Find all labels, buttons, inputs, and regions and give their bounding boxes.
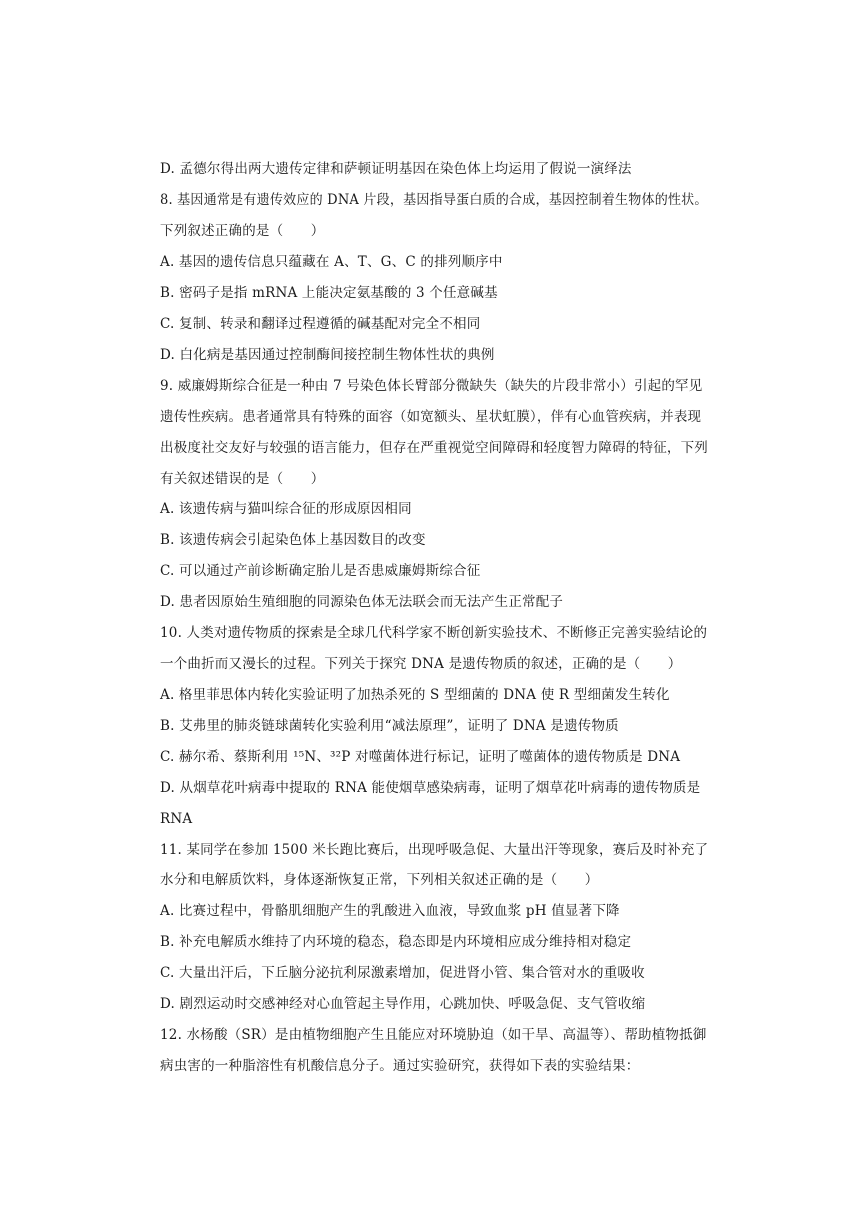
text-line: C. 复制、转录和翻译过程遵循的碱基配对完全不相同 bbox=[160, 316, 481, 332]
text-line: D. 剧烈运动时交感神经对心血管起主导作用，心跳加快、呼吸急促、支气管收缩 bbox=[160, 996, 646, 1012]
text-line: 一个曲折而又漫长的过程。下列关于探究 DNA 是遗传物质的叙述，正确的是（ ） bbox=[160, 656, 682, 672]
text-line: A. 该遗传病与猫叫综合征的形成原因相同 bbox=[160, 501, 412, 517]
text-line: B. 该遗传病会引起染色体上基因数目的改变 bbox=[160, 532, 426, 548]
text-line: 10. 人类对遗传物质的探索是全球几代科学家不断创新实验技术、不断修正完善实验结论的 bbox=[160, 625, 708, 641]
text-line: D. 从烟草花叶病毒中提取的 RNA 能使烟草感染病毒，证明了烟草花叶病毒的遗传物质是 bbox=[160, 780, 701, 796]
text-line: A. 基因的遗传信息只蕴藏在 A、T、G、C 的排列顺序中 bbox=[160, 254, 503, 270]
text-line: 8. 基因通常是有遗传效应的 DNA 片段，基因指导蛋白质的合成，基因控制着生物体的性状。 bbox=[160, 192, 708, 208]
text-line: C. 可以通过产前诊断确定胎儿是否患威廉姆斯综合征 bbox=[160, 563, 481, 579]
text-line: B. 补充电解质水维持了内环境的稳态，稳态即是内环境相应成分维持相对稳定 bbox=[160, 934, 632, 950]
text-line: 11. 某同学在参加 1500 米长跑比赛后，出现呼吸急促、大量出汗等现象，赛后及时补充了 bbox=[160, 842, 709, 858]
text-line: B. 密码子是指 mRNA 上能决定氨基酸的 3 个任意碱基 bbox=[160, 285, 498, 301]
text-line: 遗传性疾病。患者通常具有特殊的面容（如宽额头、星状虹膜），伴有心血管疾病，并表现 bbox=[160, 409, 702, 425]
text-line: A. 格里菲思体内转化实验证明了加热杀死的 S 型细菌的 DNA 使 R 型细菌发生转化 bbox=[160, 687, 670, 703]
text-line: C. 赫尔希、蔡斯利用 ¹⁵N、³²P 对噬菌体进行标记，证明了噬菌体的遗传物质是 DNA bbox=[160, 749, 681, 765]
text-line: D. 患者因原始生殖细胞的同源染色体无法联会而无法产生正常配子 bbox=[160, 594, 564, 610]
text-line: 下列叙述正确的是（ ） bbox=[160, 223, 325, 239]
text-line: 水分和电解质饮料，身体逐渐恢复正常，下列相关叙述正确的是（ ） bbox=[160, 872, 599, 888]
text-line: 出极度社交友好与较强的语言能力，但存在严重视觉空间障碍和轻度智力障碍的特征，下列 bbox=[160, 440, 708, 456]
text-line: 9. 威廉姆斯综合征是一种由 7 号染色体长臂部分微缺失（缺失的片段非常小）引起的罕见 bbox=[160, 378, 703, 394]
text-line: RNA bbox=[160, 811, 193, 827]
text-line: 病虫害的一种脂溶性有机酸信息分子。通过实验研究，获得如下表的实验结果： bbox=[160, 1058, 640, 1074]
text-line: 12. 水杨酸（SR）是由植物细胞产生且能应对环境胁迫（如干旱、高温等）、帮助植物抵御 bbox=[160, 1027, 707, 1043]
text-line: B. 艾弗里的肺炎链球菌转化实验利用“减法原理”，证明了 DNA 是遗传物质 bbox=[160, 718, 619, 734]
text-line: 有关叙述错误的是（ ） bbox=[160, 471, 325, 487]
text-line: C. 大量出汗后，下丘脑分泌抗利尿激素增加，促进肾小管、集合管对水的重吸收 bbox=[160, 965, 645, 981]
text-line: A. 比赛过程中，骨骼肌细胞产生的乳酸进入血液，导致血浆 pH 值显著下降 bbox=[160, 903, 620, 919]
text-line: D. 孟德尔得出两大遗传定律和萨顿证明基因在染色体上均运用了假说一演绎法 bbox=[160, 161, 632, 177]
text-line: D. 白化病是基因通过控制酶间接控制生物体性状的典例 bbox=[160, 347, 495, 363]
